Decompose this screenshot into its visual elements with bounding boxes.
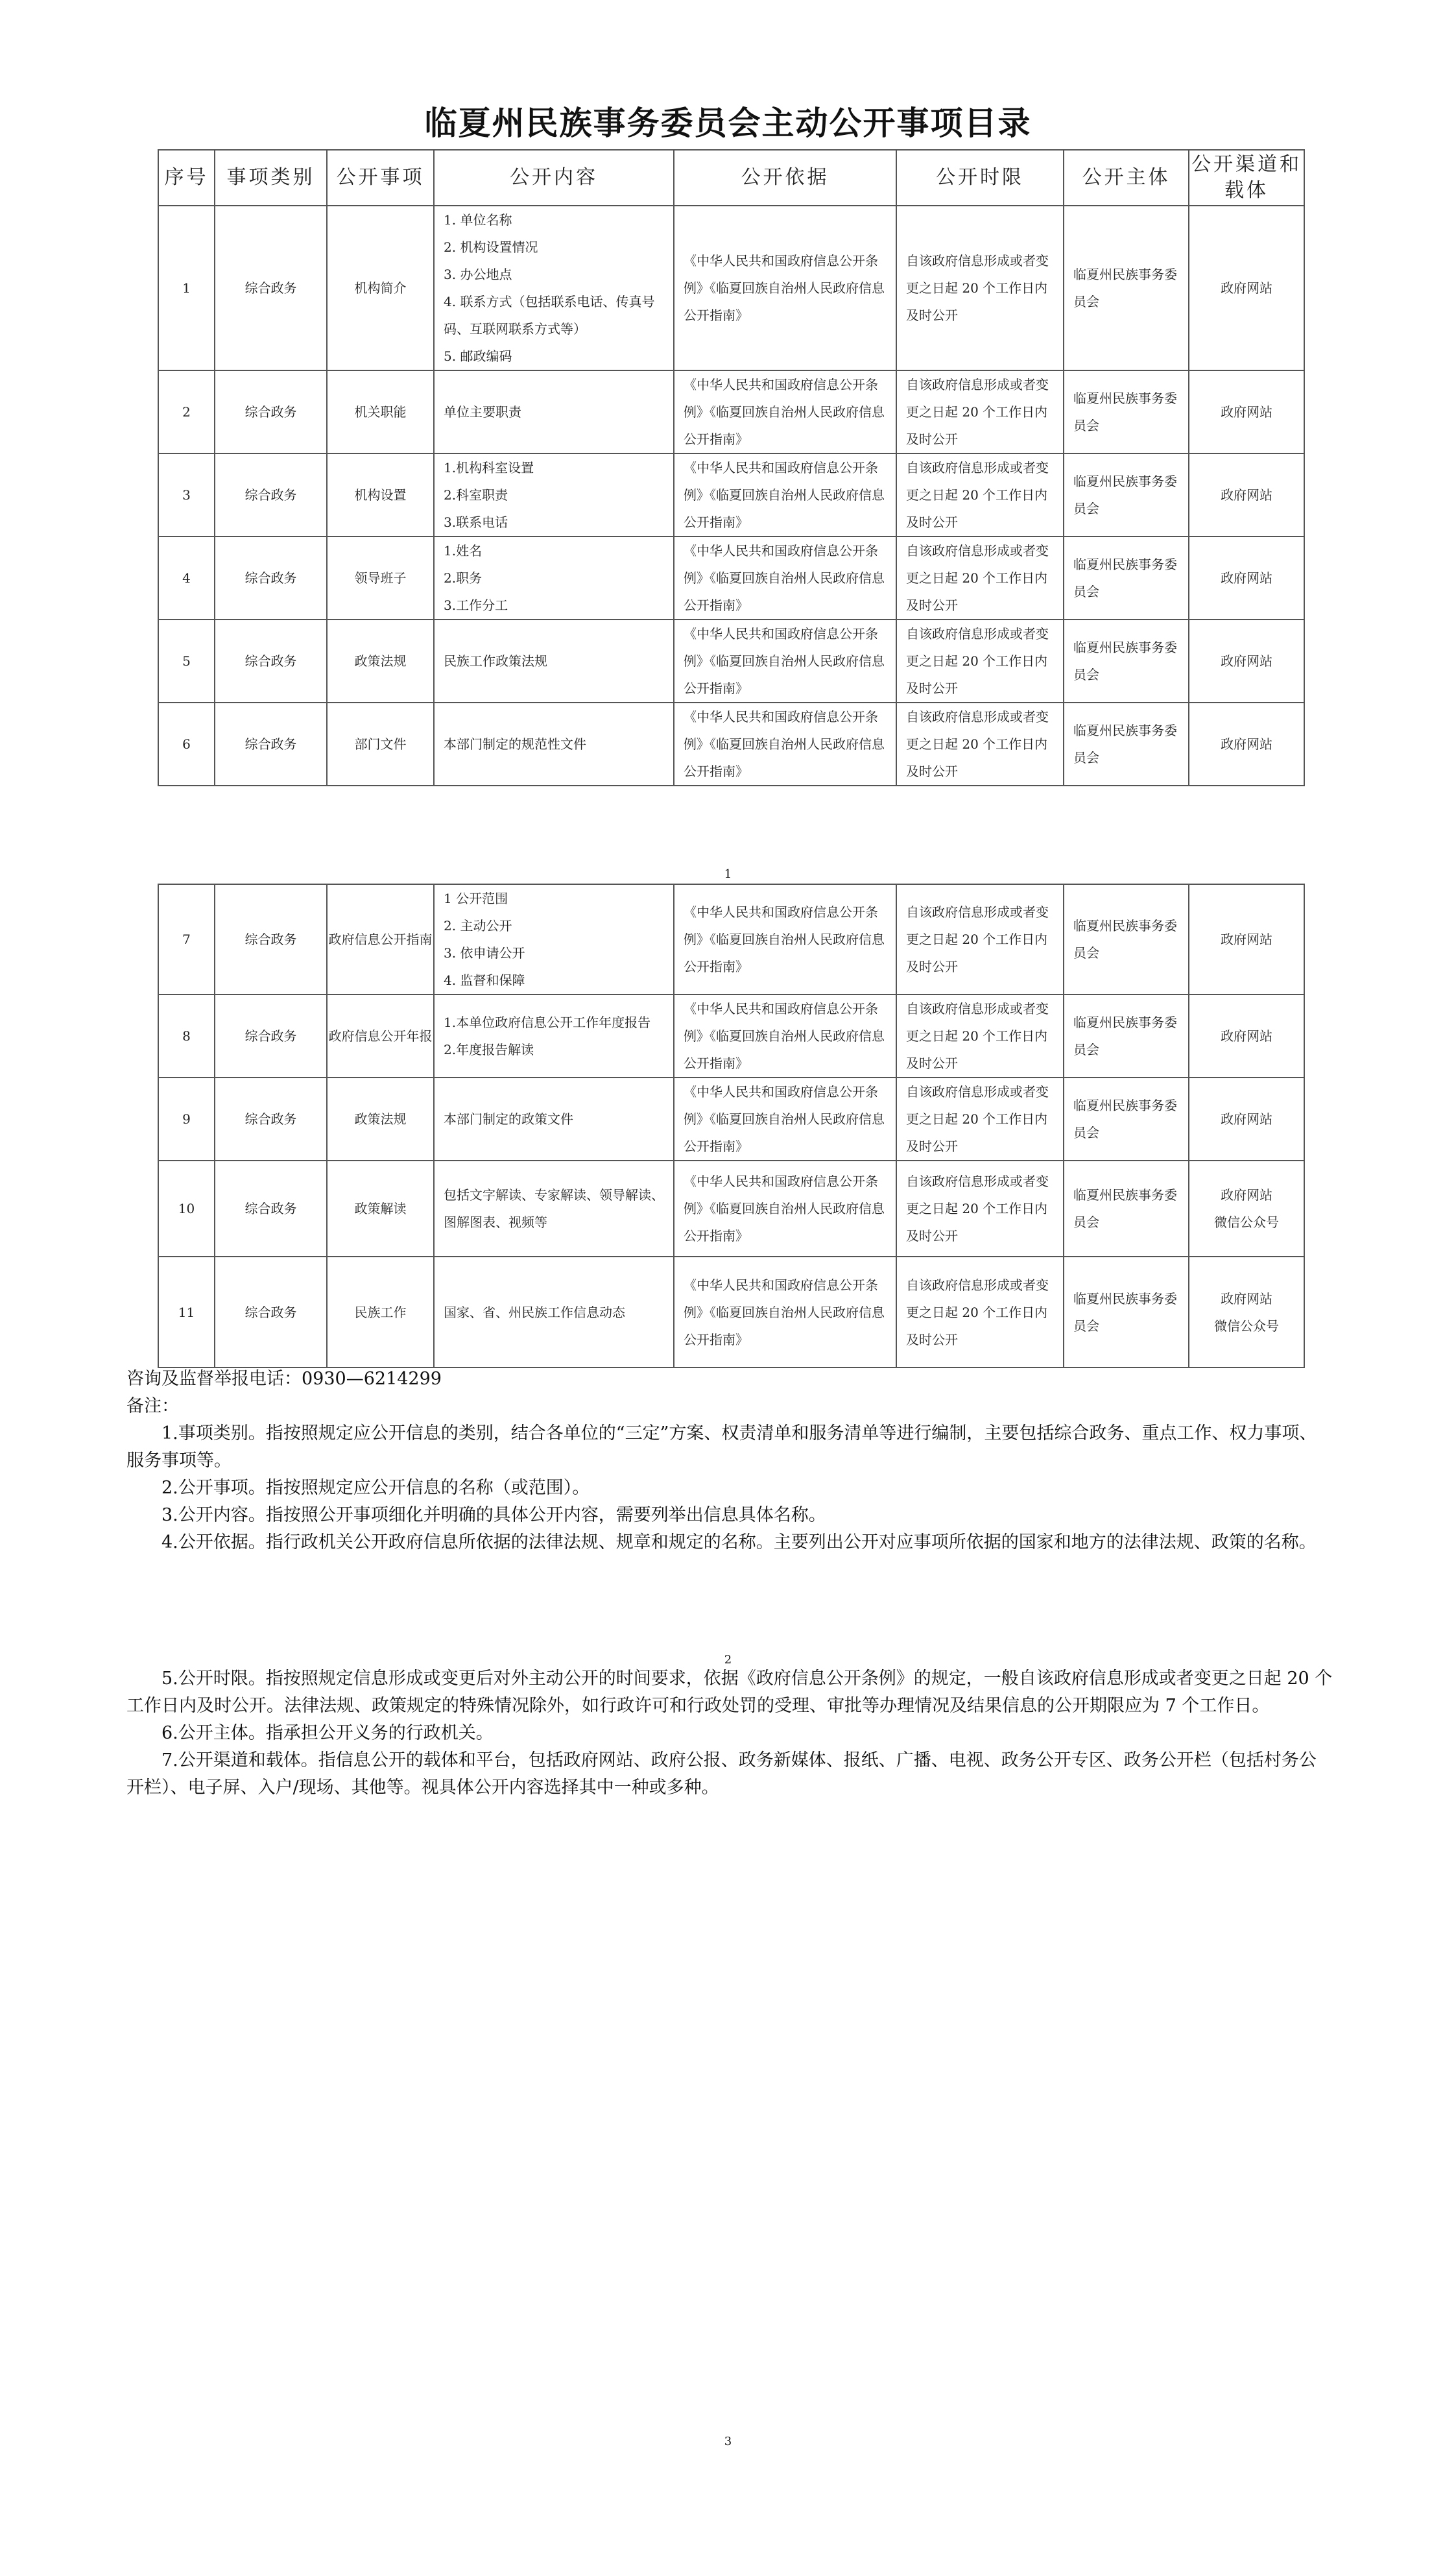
- row-deadline: 自该政府信息形成或者变更之日起 20 个工作日内及时公开: [896, 537, 1064, 620]
- channel-line: 政府网站: [1221, 653, 1272, 669]
- row-content: [434, 1161, 674, 1257]
- row-channel: [1189, 206, 1304, 370]
- content-line: 2.科室职责: [444, 487, 508, 503]
- row-subject: 临夏州民族事务委员会: [1064, 1257, 1189, 1368]
- row-basis: 《中华人民共和国政府信息公开条例》《临夏回族自治州人民政府信息公开指南》: [674, 206, 896, 370]
- row-number: 10: [158, 1161, 215, 1257]
- contact-line: 咨询及监督举报电话：0930—6214299: [126, 1369, 442, 1389]
- content-line: 单位主要职责: [444, 404, 521, 420]
- note-6: 6.公开主体。指承担公开义务的行政机关。: [161, 1723, 494, 1743]
- table-row: [158, 995, 1304, 1078]
- row-deadline: 自该政府信息形成或者变更之日起 20 个工作日内及时公开: [896, 884, 1064, 995]
- row-subject: 临夏州民族事务委员会: [1064, 537, 1189, 620]
- note-7: 7.公开渠道和载体。指信息公开的载体和平台，包括政府网站、政府公报、政务新媒体、报纸、广播、电视、政务公开专区、政务公开栏（包括村务公开栏）、电子屏、入户/现场、其他等。视具体公开内容选择其中一种或多种。: [126, 1750, 1317, 1798]
- notes-title: 备注：: [126, 1396, 179, 1416]
- content-line: 民族工作政策法规: [444, 653, 547, 669]
- channel-line: 政府网站: [1221, 736, 1272, 752]
- row-category: 综合政务: [215, 370, 327, 453]
- row-channel: [1189, 1257, 1304, 1368]
- row-item: 机构简介: [327, 206, 434, 370]
- row-subject: 临夏州民族事务委员会: [1064, 995, 1189, 1078]
- content-line: 3. 办公地点: [444, 267, 512, 282]
- catalog-table-part1: [158, 149, 1305, 786]
- row-content: [434, 537, 674, 620]
- table-row: [158, 703, 1304, 786]
- row-number: 3: [158, 453, 215, 537]
- row-number: 2: [158, 370, 215, 453]
- channel-line: 政府网站: [1221, 404, 1272, 420]
- row-item: 政策法规: [327, 1078, 434, 1161]
- row-basis: 《中华人民共和国政府信息公开条例》《临夏回族自治州人民政府信息公开指南》: [674, 537, 896, 620]
- header-basis: 公开依据: [674, 150, 896, 206]
- header-item: 公开事项: [327, 150, 434, 206]
- content-line: 本部门制定的规范性文件: [444, 736, 586, 752]
- row-channel: [1189, 1161, 1304, 1257]
- note-3: 3.公开内容。指按照公开事项细化并明确的具体公开内容，需要列举出信息具体名称。: [161, 1505, 826, 1525]
- note-1: 1.事项类别。指按照规定应公开信息的类别，结合各单位的“三定”方案、权责清单和服务清单等进行编制，主要包括综合政务、重点工作、权力事项、服务事项等。: [126, 1423, 1317, 1471]
- content-line: 3.工作分工: [444, 597, 508, 613]
- header-subject: 公开主体: [1064, 150, 1189, 206]
- note-4: 4.公开依据。指行政机关公开政府信息所依据的法律法规、规章和规定的名称。主要列出公开对应事项所依据的国家和地方的法律法规、政策的名称。: [161, 1532, 1317, 1552]
- row-item: 领导班子: [327, 537, 434, 620]
- row-number: 9: [158, 1078, 215, 1161]
- channel-line: 政府网站: [1221, 570, 1272, 586]
- table-row: [158, 884, 1304, 995]
- channel-line: 政府网站: [1221, 1111, 1272, 1127]
- row-basis: 《中华人民共和国政府信息公开条例》《临夏回族自治州人民政府信息公开指南》: [674, 884, 896, 995]
- note-5: 5.公开时限。指按照规定信息形成或变更后对外主动公开的时间要求，依据《政府信息公开条例》的规定，一般自该政府信息形成或者变更之日起 20 个工作日内及时公开。法律法规、政策规定的特殊情况除外，如行政许可和行政处罚的受理、审批等办理情况及结果信息的公开期限应为 7 个工作日。: [126, 1669, 1333, 1716]
- row-basis: 《中华人民共和国政府信息公开条例》《临夏回族自治州人民政府信息公开指南》: [674, 453, 896, 537]
- header-content: 公开内容: [434, 150, 674, 206]
- row-content: [434, 1257, 674, 1368]
- row-item: 民族工作: [327, 1257, 434, 1368]
- channel-line: 政府网站: [1221, 280, 1272, 296]
- row-content: [434, 1078, 674, 1161]
- row-content: [434, 370, 674, 453]
- row-category: 综合政务: [215, 1257, 327, 1368]
- row-basis: 《中华人民共和国政府信息公开条例》《临夏回族自治州人民政府信息公开指南》: [674, 703, 896, 786]
- row-subject: 临夏州民族事务委员会: [1064, 703, 1189, 786]
- row-subject: 临夏州民族事务委员会: [1064, 453, 1189, 537]
- channel-line: 政府网站: [1221, 1028, 1272, 1044]
- channel-line: 政府网站: [1221, 1187, 1272, 1203]
- row-subject: 临夏州民族事务委员会: [1064, 1161, 1189, 1257]
- table-row: [158, 620, 1304, 703]
- row-channel: [1189, 884, 1304, 995]
- row-content: [434, 995, 674, 1078]
- channel-line: 政府网站: [1221, 1290, 1272, 1307]
- content-line: 5. 邮政编码: [444, 348, 512, 364]
- row-item: 部门文件: [327, 703, 434, 786]
- row-number: 5: [158, 620, 215, 703]
- table-row: [158, 206, 1304, 370]
- row-deadline: 自该政府信息形成或者变更之日起 20 个工作日内及时公开: [896, 1257, 1064, 1368]
- row-basis: 《中华人民共和国政府信息公开条例》《临夏回族自治州人民政府信息公开指南》: [674, 620, 896, 703]
- row-number: 7: [158, 884, 215, 995]
- row-number: 6: [158, 703, 215, 786]
- page-number: 2: [724, 1653, 732, 1667]
- row-category: 综合政务: [215, 453, 327, 537]
- row-category: 综合政务: [215, 620, 327, 703]
- header-channel: 公开渠道和载体: [1189, 150, 1304, 206]
- row-deadline: 自该政府信息形成或者变更之日起 20 个工作日内及时公开: [896, 1161, 1064, 1257]
- row-number: 8: [158, 995, 215, 1078]
- row-channel: [1189, 703, 1304, 786]
- row-subject: 临夏州民族事务委员会: [1064, 1078, 1189, 1161]
- row-content: [434, 453, 674, 537]
- content-line: 2. 机构设置情况: [444, 239, 538, 255]
- row-basis: 《中华人民共和国政府信息公开条例》《临夏回族自治州人民政府信息公开指南》: [674, 1078, 896, 1161]
- content-line: 4. 监督和保障: [444, 972, 525, 988]
- row-channel: [1189, 453, 1304, 537]
- content-line: 2. 主动公开: [444, 918, 512, 934]
- content-line: 本部门制定的政策文件: [444, 1111, 573, 1127]
- header-no: 序号: [158, 150, 215, 206]
- row-basis: 《中华人民共和国政府信息公开条例》《临夏回族自治州人民政府信息公开指南》: [674, 370, 896, 453]
- row-subject: 临夏州民族事务委员会: [1064, 206, 1189, 370]
- row-deadline: 自该政府信息形成或者变更之日起 20 个工作日内及时公开: [896, 620, 1064, 703]
- content-line: 4. 联系方式（包括联系电话、传真号码、互联网联系方式等）: [444, 294, 655, 337]
- content-line: 1.姓名: [444, 543, 483, 559]
- row-item: 机构设置: [327, 453, 434, 537]
- page-number: 1: [724, 867, 732, 881]
- row-content: [434, 206, 674, 370]
- row-content: [434, 703, 674, 786]
- content-line: 包括文字解读、专家解读、领导解读、图解图表、视频等: [444, 1187, 664, 1230]
- row-deadline: 自该政府信息形成或者变更之日起 20 个工作日内及时公开: [896, 370, 1064, 453]
- row-basis: 《中华人民共和国政府信息公开条例》《临夏回族自治州人民政府信息公开指南》: [674, 1257, 896, 1368]
- row-subject: 临夏州民族事务委员会: [1064, 884, 1189, 995]
- row-item: 政策解读: [327, 1161, 434, 1257]
- channel-line: 政府网站: [1221, 932, 1272, 947]
- row-item: 机关职能: [327, 370, 434, 453]
- table-row: [158, 1078, 1304, 1161]
- row-deadline: 自该政府信息形成或者变更之日起 20 个工作日内及时公开: [896, 703, 1064, 786]
- row-item: 政府信息公开指南: [327, 884, 434, 995]
- row-channel: [1189, 370, 1304, 453]
- row-category: 综合政务: [215, 703, 327, 786]
- table-row: [158, 453, 1304, 537]
- header-deadline: 公开时限: [896, 150, 1064, 206]
- table-row: [158, 1257, 1304, 1368]
- content-line: 1.机构科室设置: [444, 460, 534, 476]
- row-channel: [1189, 537, 1304, 620]
- page-title: 临夏州民族事务委员会主动公开事项目录: [424, 104, 1032, 142]
- row-category: 综合政务: [215, 1078, 327, 1161]
- row-basis: 《中华人民共和国政府信息公开条例》《临夏回族自治州人民政府信息公开指南》: [674, 995, 896, 1078]
- row-category: 综合政务: [215, 206, 327, 370]
- channel-line: 微信公众号: [1214, 1214, 1279, 1230]
- row-number: 4: [158, 537, 215, 620]
- row-number: 1: [158, 206, 215, 370]
- row-category: 综合政务: [215, 1161, 327, 1257]
- row-category: 综合政务: [215, 537, 327, 620]
- content-line: 3. 依申请公开: [444, 945, 525, 961]
- table-row: [158, 1161, 1304, 1257]
- row-category: 综合政务: [215, 884, 327, 995]
- row-basis: 《中华人民共和国政府信息公开条例》《临夏回族自治州人民政府信息公开指南》: [674, 1161, 896, 1257]
- row-category: 综合政务: [215, 995, 327, 1078]
- row-subject: 临夏州民族事务委员会: [1064, 370, 1189, 453]
- content-line: 3.联系电话: [444, 514, 508, 530]
- row-item: 政策法规: [327, 620, 434, 703]
- channel-line: 微信公众号: [1214, 1318, 1279, 1334]
- content-line: 1 公开范围: [444, 891, 508, 906]
- content-line: 2.年度报告解读: [444, 1042, 534, 1057]
- row-deadline: 自该政府信息形成或者变更之日起 20 个工作日内及时公开: [896, 453, 1064, 537]
- content-line: 2.职务: [444, 570, 483, 586]
- channel-line: 政府网站: [1221, 487, 1272, 503]
- notes-page2: [126, 1420, 1333, 1556]
- row-content: [434, 884, 674, 995]
- table-row: [158, 370, 1304, 453]
- header-category: 事项类别: [215, 150, 327, 206]
- row-subject: 临夏州民族事务委员会: [1064, 620, 1189, 703]
- row-channel: [1189, 1078, 1304, 1161]
- row-deadline: 自该政府信息形成或者变更之日起 20 个工作日内及时公开: [896, 206, 1064, 370]
- content-line: 国家、省、州民族工作信息动态: [444, 1304, 625, 1320]
- row-channel: [1189, 995, 1304, 1078]
- row-content: [434, 620, 674, 703]
- content-line: 1.本单位政府信息公开工作年度报告: [444, 1015, 651, 1030]
- content-line: 1. 单位名称: [444, 212, 512, 228]
- note-2: 2.公开事项。指按照规定应公开信息的名称（或范围）。: [161, 1478, 590, 1498]
- row-item: 政府信息公开年报: [327, 995, 434, 1078]
- notes-page3: [126, 1665, 1333, 1802]
- catalog-table-part2: [158, 884, 1305, 1368]
- table-row: [158, 537, 1304, 620]
- row-number: 11: [158, 1257, 215, 1368]
- row-deadline: 自该政府信息形成或者变更之日起 20 个工作日内及时公开: [896, 1078, 1064, 1161]
- page-number: 3: [724, 2435, 732, 2448]
- row-channel: [1189, 620, 1304, 703]
- row-deadline: 自该政府信息形成或者变更之日起 20 个工作日内及时公开: [896, 995, 1064, 1078]
